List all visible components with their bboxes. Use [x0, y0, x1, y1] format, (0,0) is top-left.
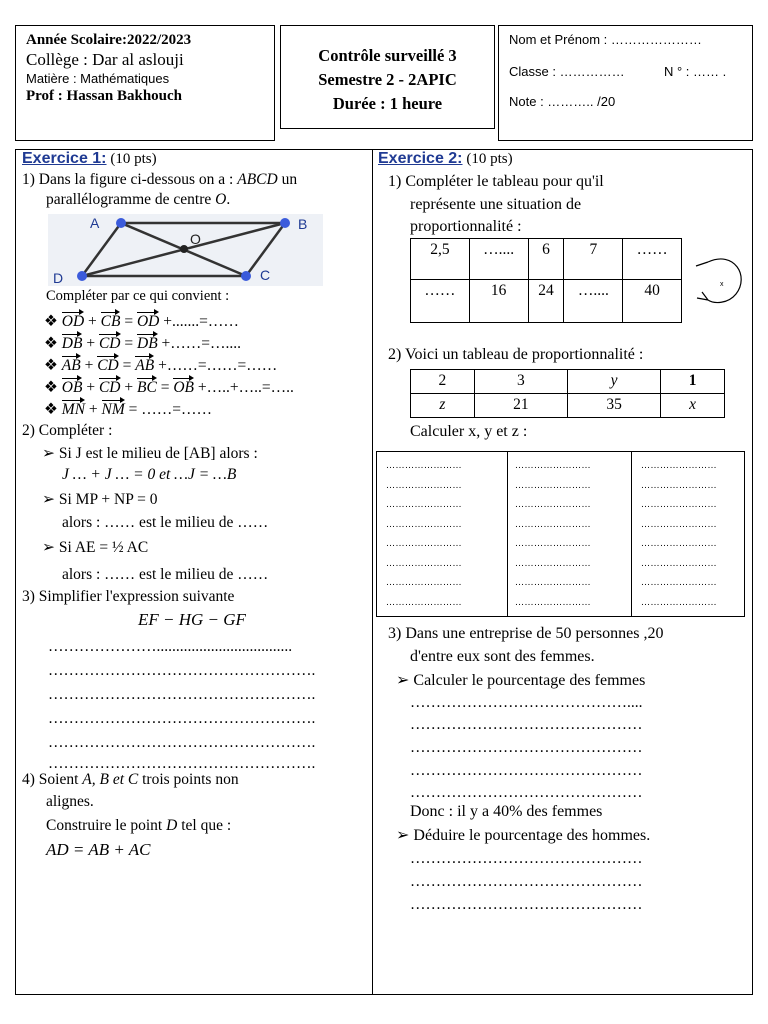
ex1-q1-line2: parallélogramme de centre O. — [46, 191, 231, 208]
calc-dotted-line[interactable]: …………………… — [515, 596, 591, 607]
calc-dotted-line[interactable]: …………………… — [515, 557, 591, 568]
ex2-dots-2[interactable]: ……………………………………… — [410, 716, 643, 733]
ex2-q3c-text: Calculer le pourcentage des femmes — [413, 672, 646, 689]
vec: DB — [62, 332, 83, 353]
calc-dotted-line[interactable]: …………………… — [386, 460, 462, 470]
vec: AB — [62, 354, 81, 375]
number-field[interactable]: N ° : …… . — [664, 64, 727, 79]
ex1-q3-dots-4[interactable]: ……………………………………………. — [48, 710, 316, 727]
ex1-vector-line-2: ❖ DB + CD = DB +……=….... — [44, 332, 241, 353]
calc-dotted-line[interactable]: …………………… — [641, 557, 717, 568]
calc-column-divider-1 — [507, 452, 508, 616]
ex2-dots-3[interactable]: ……………………………………… — [410, 739, 643, 756]
ex2-q3d-text: Déduire le pourcentage des hommes. — [413, 827, 651, 844]
ex1-vector-line-5: ❖ MN + NM = ……=…… — [44, 398, 212, 419]
vec: BC — [137, 376, 157, 397]
school-info-box — [15, 25, 275, 141]
label-o: O — [190, 231, 201, 247]
ex1-q4-text-b: trois points non — [142, 771, 239, 788]
calc-dotted-line[interactable]: …………………… — [515, 538, 591, 548]
calc-dotted-line[interactable]: …………………… — [386, 479, 462, 490]
ex1-q3-dots-1[interactable]: …………………................................... — [48, 638, 293, 655]
calculation-area[interactable] — [376, 451, 745, 617]
table1-cell[interactable]: …… — [411, 280, 470, 323]
ex2-dots-1[interactable]: …………………………………….... — [410, 694, 643, 711]
school-year: Année Scolaire:2022/2023 — [26, 32, 192, 48]
ex1-q4-line3 — [46, 817, 231, 835]
multiplier-arrow — [694, 254, 746, 310]
teacher-name: Prof : Hassan Bakhouch — [26, 88, 183, 104]
calc-dotted-line[interactable]: …………………… — [386, 557, 462, 568]
table1-row-1 — [411, 239, 682, 280]
ex1-q2: 2) Compléter : — [22, 422, 113, 439]
exercise1-points: (10 pts) — [110, 151, 157, 167]
curved-arrow-path — [708, 259, 741, 303]
calc-dotted-line[interactable]: …………………… — [515, 479, 591, 490]
ex2-q3-line1: 3) Dans une entreprise de 50 personnes ,20 — [388, 625, 664, 642]
ex1-q4-points: A, B et C — [82, 771, 139, 788]
ex2-q3-item-1: ➢ Calculer le pourcentage des femmes — [396, 672, 646, 689]
table1-cell[interactable]: …… — [623, 239, 682, 280]
exam-title-box — [280, 25, 495, 129]
ex2-dots-8[interactable]: ……………………………………… — [410, 896, 643, 913]
label-c: C — [260, 267, 271, 283]
name-field[interactable]: Nom et Prénom : ………………… — [509, 32, 702, 47]
calc-dotted-line[interactable]: …………………… — [641, 538, 717, 548]
vec: OD — [137, 310, 159, 331]
ex1-q2b-text: Si MP + NP = 0 — [58, 491, 158, 508]
point-b — [280, 218, 290, 228]
proportion-table-2 — [410, 369, 725, 418]
vec: OB — [62, 376, 83, 397]
column-divider — [372, 149, 373, 995]
proportion-table-1 — [410, 238, 682, 323]
ex1-q3-dots-2[interactable]: ……………………………………………. — [48, 662, 316, 679]
ex1-q2a-equation[interactable]: J … + J … = 0 et …J = …B — [62, 466, 237, 483]
vec: NM — [102, 398, 125, 419]
ex1-q3: 3) Simplifier l'expression suivante — [22, 588, 235, 605]
calc-dotted-line[interactable]: …………………… — [386, 538, 462, 548]
calc-dotted-line[interactable]: …………………… — [641, 596, 717, 607]
ex1-vector-line-1: ❖ OD + CB = OD +.......=…… — [44, 310, 239, 331]
ex1-q4-text-e: tel que : — [181, 817, 232, 834]
ex2-q2: 2) Voici un tableau de proportionnalité : — [388, 346, 644, 363]
ex1-q1-line1 — [22, 171, 297, 189]
calc-dotted-line[interactable]: …………………… — [641, 499, 717, 509]
ex2-calc-instruction: Calculer x, y et z : — [410, 423, 528, 440]
grade-field[interactable]: Note : ……….. /20 — [509, 94, 616, 109]
answer-blank[interactable]: +.......=…… — [163, 313, 239, 330]
ex1-q1-text-c: parallélogramme de centre — [46, 191, 212, 208]
exercise1-heading — [22, 150, 157, 168]
calc-dotted-line[interactable]: …………………… — [515, 499, 591, 509]
ex1-centre: O — [215, 191, 227, 208]
calc-dotted-line[interactable]: …………………… — [386, 577, 462, 587]
table2-cell: 3 — [474, 370, 567, 394]
vec: CD — [97, 354, 119, 375]
ex2-q3-line2: d'entre eux sont des femmes. — [410, 648, 595, 665]
table1-cell: 6 — [528, 239, 564, 280]
answer-blank[interactable]: +……=……=…… — [158, 357, 278, 374]
ex1-q2b: ➢ Si MP + NP = 0 — [42, 491, 158, 508]
table1-cell[interactable]: ….... — [469, 239, 528, 280]
vec: DB — [137, 332, 158, 353]
ex1-abcd: ABCD — [237, 171, 278, 188]
class-field[interactable]: Classe : …………… — [509, 64, 625, 79]
calc-dotted-line[interactable]: …………………… — [386, 518, 462, 529]
vec: OB — [173, 376, 194, 397]
parallelogram-figure — [48, 214, 323, 286]
exam-title: Contrôle surveillé 3 — [318, 46, 457, 65]
table2-cell: 1 — [661, 370, 725, 394]
label-d: D — [53, 270, 64, 286]
student-info-box — [498, 25, 753, 141]
point-d — [77, 271, 87, 281]
arrow-tail — [696, 262, 708, 266]
ex2-q1-line2: représente une situation de — [410, 196, 582, 213]
arrow-head — [697, 292, 708, 300]
ex1-q3-dots-3[interactable]: ……………………………………………. — [48, 686, 316, 703]
calc-dotted-line[interactable]: …………………… — [515, 460, 591, 470]
answer-blank[interactable]: +…..+…..=….. — [197, 379, 294, 396]
ex1-q2a-text: Si J est le milieu de [AB] alors : — [58, 445, 258, 462]
table1-row-2 — [411, 280, 682, 323]
ex1-vector-line-3: ❖ AB + CD = AB +……=……=…… — [44, 354, 277, 375]
ex2-dots-6[interactable]: ……………………………………… — [410, 850, 643, 867]
calc-dotted-line[interactable]: …………………… — [641, 518, 717, 529]
exam-duration: Durée : 1 heure — [332, 94, 443, 113]
point-c — [241, 271, 251, 281]
table1-cell: 16 — [469, 280, 528, 323]
ex1-q2c-then[interactable]: alors : …… est le milieu de …… — [62, 566, 269, 583]
table2-row-1 — [411, 370, 725, 394]
ex2-q1-line3: proportionnalité : — [410, 218, 522, 235]
calc-dotted-line[interactable]: …………………… — [641, 577, 717, 587]
ex2-dots-7[interactable]: ……………………………………… — [410, 873, 643, 890]
table2-row-2 — [411, 394, 725, 418]
exercise2-title: Exercice 2: — [378, 150, 463, 167]
college-name: Collège : Dar al aslouji — [26, 50, 184, 69]
label-b: B — [298, 216, 308, 232]
ex1-q2c-text: Si AE = ½ AC — [58, 539, 149, 556]
ex2-q3-item-2: ➢ Déduire le pourcentage des hommes. — [396, 827, 651, 844]
calc-dotted-line[interactable]: …………………… — [386, 499, 462, 509]
table2-cell: 35 — [567, 394, 660, 418]
ex1-q4-point-d: D — [166, 817, 178, 834]
table2-cell: x — [661, 394, 725, 418]
table1-cell: 7 — [564, 239, 623, 280]
answer-blank[interactable]: = ……=…… — [128, 401, 213, 418]
ex1-q4-line2: alignes. — [46, 793, 94, 810]
exercise2-points: (10 pts) — [466, 151, 513, 167]
ex1-q1-text-b: un — [281, 171, 298, 188]
table1-cell[interactable]: ….... — [564, 280, 623, 323]
ex1-q1-text: 1) Dans la figure ci-dessous on a : — [22, 171, 234, 188]
vec: CD — [99, 332, 121, 353]
ex1-q3-dots-6[interactable]: ……………………………………………. — [48, 755, 316, 772]
ex1-q4-text-d: Construire le point — [46, 817, 163, 834]
ex1-q4-text: 4) Soient — [22, 771, 79, 788]
exercise2-heading — [378, 150, 513, 168]
calc-dotted-line[interactable]: …………………… — [515, 518, 591, 529]
label-a: A — [90, 215, 100, 231]
ex1-vector-line-4: ❖ OB + CD + BC = OB +…..+…..=….. — [44, 376, 294, 397]
ex2-q1-line1: 1) Compléter le tableau pour qu'il — [388, 173, 604, 190]
calc-dotted-line[interactable]: …………………… — [386, 596, 462, 607]
vec: CB — [101, 310, 121, 331]
table1-cell: 40 — [623, 280, 682, 323]
calc-column-divider-2 — [631, 452, 632, 616]
vec: OD — [62, 310, 84, 331]
answer-blank[interactable]: +……=….... — [161, 335, 242, 352]
ex2-dots-4[interactable]: ……………………………………… — [410, 762, 643, 779]
vec: CD — [99, 376, 121, 397]
ex1-q4-line1 — [22, 771, 239, 789]
ex1-q2a: ➢ Si J est le milieu de [AB] alors : — [42, 445, 258, 462]
ex1-q2c: ➢ Si AE = ½ AC — [42, 539, 149, 556]
table2-cell: z — [411, 394, 475, 418]
table2-cell: 21 — [474, 394, 567, 418]
table2-cell: 2 — [411, 370, 475, 394]
table2-cell: y — [567, 370, 660, 394]
calc-dotted-line[interactable]: …………………… — [641, 479, 717, 490]
point-a — [116, 218, 126, 228]
calc-dotted-line[interactable]: …………………… — [515, 577, 591, 587]
ex1-q3-expression: EF − HG − GF — [138, 610, 246, 629]
subject: Matière : Mathématiques — [26, 71, 170, 86]
vec: MN — [62, 398, 85, 419]
ex1-q4-equation: AD = AB + AC — [46, 840, 151, 859]
exam-semester: Semestre 2 - 2APIC — [318, 70, 457, 89]
arrow-label: x — [720, 281, 724, 288]
ex2-donc: Donc : il y a 40% des femmes — [410, 803, 603, 820]
ex1-q2b-then[interactable]: alors : …… est le milieu de …… — [62, 514, 269, 531]
point-o — [180, 245, 188, 253]
vec: AB — [135, 354, 154, 375]
ex1-q3-dots-5[interactable]: ……………………………………………. — [48, 734, 316, 751]
calc-dotted-line[interactable]: …………………… — [641, 460, 717, 470]
table1-cell: 2,5 — [411, 239, 470, 280]
ex1-complete-instruction: Compléter par ce qui convient : — [46, 288, 230, 304]
exercise1-title: Exercice 1: — [22, 150, 107, 167]
table1-cell: 24 — [528, 280, 564, 323]
ex2-dots-5[interactable]: ……………………………………… — [410, 784, 643, 801]
